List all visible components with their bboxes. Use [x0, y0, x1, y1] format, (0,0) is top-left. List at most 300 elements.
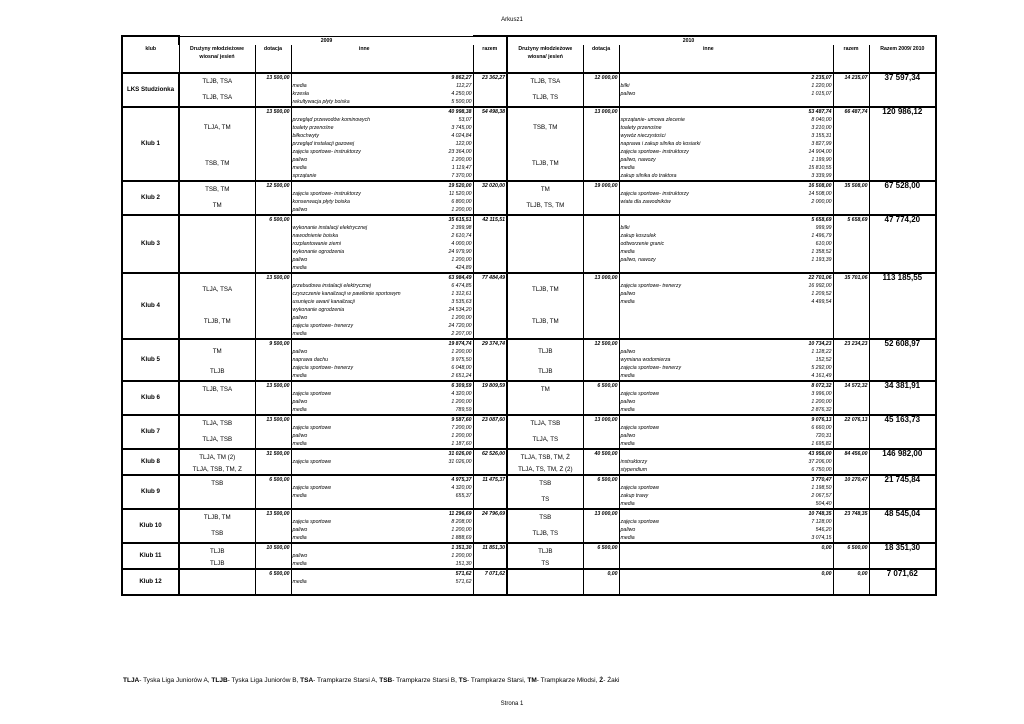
table-row — [122, 107, 936, 116]
table-row — [122, 432, 936, 440]
teams-2010: TLJA, TS — [507, 432, 583, 449]
razem-2010 — [833, 552, 869, 560]
inne-value-2009: 3 745,00 — [451, 125, 472, 131]
dotacja-2009 — [255, 458, 291, 466]
inne-value-2009: 1 200,00 — [451, 527, 472, 533]
razem-2009 — [473, 364, 507, 372]
inne-sum-2009: 31 026,00 — [448, 451, 472, 457]
dotacja-2009 — [255, 560, 291, 569]
teams-2009: TM — [179, 339, 255, 364]
razem-2009 — [473, 578, 507, 586]
dotacja-2009 — [255, 198, 291, 206]
dotacja-2010: 12 500,00 — [583, 339, 619, 348]
table-row — [122, 273, 936, 282]
dotacja-2009 — [255, 348, 291, 356]
dotacja-2010 — [583, 172, 619, 181]
inne-label-2009 — [291, 543, 437, 552]
dotacja-2009 — [255, 432, 291, 440]
inne-desc-2010 — [619, 314, 797, 322]
dotacja-2009 — [255, 406, 291, 415]
razem-2010 — [833, 466, 869, 475]
inne-desc-2009: media — [291, 578, 437, 586]
inne-desc-2010: zajęcia sportowe- instruktorzy — [619, 190, 797, 198]
teams-2010: TM — [507, 181, 583, 198]
inne-desc-2009: paliwo — [291, 526, 437, 534]
inne-desc-2009: usunięcie awarii kanalizacji — [291, 298, 437, 306]
dotacja-2009: 6 500,00 — [255, 569, 291, 578]
inne-value-2010: 1 015,07 — [811, 91, 832, 97]
dotacja-2009 — [255, 578, 291, 586]
col-dotacja-2009: dotacja — [255, 45, 291, 73]
razem-2009 — [473, 560, 507, 569]
dotacja-2010: 13 000,00 — [583, 509, 619, 518]
inne-desc-2009: zajęcia sportowe- instruktorzy — [291, 190, 437, 198]
inne-desc-2010: paliwo — [619, 90, 797, 98]
dotacja-2009 — [255, 586, 291, 595]
inne-desc-2010: bilki — [619, 82, 797, 90]
table-row — [122, 526, 936, 534]
inne-value-2010: 3 827,99 — [811, 141, 832, 147]
inne-value-2010 — [797, 586, 833, 595]
dotacja-2010 — [583, 164, 619, 172]
dotacja-2009: 31 500,00 — [255, 449, 291, 458]
dotacja-2009: 10 500,00 — [255, 543, 291, 552]
razem-2010: 14 572,32 — [833, 381, 869, 390]
inne-desc-2010: zakup trawy — [619, 492, 797, 500]
inne-desc-2010 — [619, 322, 797, 330]
razem-2009 — [473, 90, 507, 98]
table-row — [122, 73, 936, 82]
inne-desc-2009: paliwo — [291, 314, 437, 322]
inne-desc-2009: sprzątanie — [291, 172, 437, 181]
dotacja-2009 — [255, 534, 291, 543]
inne-desc-2010: paliwo — [619, 526, 797, 534]
club-name: Klub 5 — [122, 339, 179, 381]
inne-label-2010 — [619, 569, 797, 578]
col-inne-2009: inne — [291, 45, 437, 73]
teams-2009: TLJB, TSA — [179, 90, 255, 107]
legend-text: - Żaki — [603, 677, 620, 684]
razem-2009 — [473, 348, 507, 356]
razem-2010 — [833, 322, 869, 330]
inne-value-2009: 9 975,50 — [451, 357, 472, 363]
col-razem-2009: razem — [473, 45, 507, 73]
inne-desc-2010 — [619, 586, 797, 595]
dotacja-2010 — [583, 322, 619, 330]
inne-desc-2009: biłkochwyty — [291, 132, 437, 140]
inne-value-2009: 1 200,00 — [451, 433, 472, 439]
inne-sum-2010: 43 956,00 — [808, 451, 832, 457]
teams-2010 — [507, 586, 583, 595]
inne-value-2009: 2 399,98 — [451, 225, 472, 231]
razem-2009 — [473, 406, 507, 415]
razem-2010: 23 234,23 — [833, 339, 869, 348]
inne-label-2009 — [291, 475, 437, 484]
club-name: Klub 3 — [122, 215, 179, 273]
teams-2009: TLJB, TSA — [179, 73, 255, 90]
inne-desc-2009: wykonanie instalacji elektrycznej — [291, 224, 437, 232]
teams-2010 — [507, 398, 583, 415]
inne-desc-2009: nawodnienie boiska — [291, 232, 437, 240]
inne-desc-2010: media — [619, 500, 797, 509]
dotacja-2010 — [583, 330, 619, 339]
inne-value-2009: 1 200,00 — [451, 399, 472, 405]
inne-desc-2010: sprzątanie- umowa zlecenie — [619, 116, 797, 124]
club-total: 146 982,00 — [869, 449, 936, 475]
teams-2009: TSB — [179, 526, 255, 543]
razem-2010 — [833, 240, 869, 248]
inne-desc-2009: zajęcia sportowe — [291, 484, 437, 492]
inne-label-2010 — [619, 73, 797, 82]
inne-desc-2010: paliwo, nawozy — [619, 156, 797, 164]
razem-2010 — [833, 306, 869, 314]
inne-desc-2010: instruktorzy — [619, 458, 797, 466]
club-total: 37 597,34 — [869, 73, 936, 107]
dotacja-2010: 19 000,00 — [583, 181, 619, 190]
teams-2009: TSB, TM — [179, 148, 255, 181]
dotacja-2009: 13 500,00 — [255, 73, 291, 82]
inne-desc-2009: toalety przenośne — [291, 124, 437, 132]
dotacja-2009 — [255, 526, 291, 534]
inne-desc-2010: media — [619, 164, 797, 172]
table-row — [122, 543, 936, 552]
dotacja-2010 — [583, 552, 619, 560]
razem-2010 — [833, 82, 869, 90]
inne-value-2010: 2 876,32 — [797, 406, 833, 415]
razem-2009: 32 020,00 — [473, 181, 507, 190]
dotacja-2009 — [255, 398, 291, 406]
inne-sum-2009: 11 296,69 — [448, 511, 472, 517]
club-total: 113 185,55 — [869, 273, 936, 339]
inne-desc-2010 — [619, 206, 797, 215]
razem-2010 — [833, 372, 869, 381]
razem-2010 — [833, 406, 869, 415]
teams-2009: TM — [179, 198, 255, 215]
razem-2009 — [473, 82, 507, 90]
inne-desc-2010: zajęcia sportowe — [619, 518, 797, 526]
inne-desc-2010: paliwo — [619, 348, 797, 356]
legend-code: TSA — [300, 677, 314, 684]
dotacja-2009 — [255, 306, 291, 314]
dotacja-2010: 0,00 — [583, 569, 619, 578]
col-teams-2009: Drużyny młodzieżowe wiosna/ jesień — [179, 45, 255, 73]
inne-desc-2010 — [619, 330, 797, 339]
table-row — [122, 475, 936, 484]
razem-2009 — [473, 132, 507, 140]
sheet-title: Arkusz1 — [501, 17, 523, 23]
table-row — [122, 339, 936, 348]
inne-label-2010 — [619, 107, 797, 116]
inne-value-2010 — [797, 578, 833, 586]
club-name: Klub 9 — [122, 475, 179, 509]
column-header-row — [122, 45, 936, 73]
dotacja-2009 — [255, 322, 291, 330]
inne-value-2010: 1 193,39 — [811, 257, 832, 263]
inne-value-2009: 1 200,00 — [437, 206, 473, 215]
dotacja-2010 — [583, 484, 619, 492]
legend-text: - Trampkarze Młodsi, — [536, 677, 600, 684]
dotacja-2010 — [583, 314, 619, 322]
teams-2009: TLJB, TSA — [179, 381, 255, 398]
inne-label-2009 — [291, 509, 437, 518]
inne-value-2010: 999,99 — [815, 225, 832, 231]
table-row — [122, 215, 936, 224]
razem-2009: 11 475,37 — [473, 475, 507, 484]
razem-2010 — [833, 330, 869, 339]
dotacja-2009 — [255, 224, 291, 232]
inne-desc-2009: krzesła — [291, 90, 437, 98]
inne-value-2010 — [797, 264, 833, 273]
club-name: Klub 6 — [122, 381, 179, 415]
razem-2010: 66 487,74 — [833, 107, 869, 116]
inne-label-2009 — [291, 381, 437, 390]
page-number: Strona 1 — [500, 701, 524, 707]
razem-2010: 14 235,07 — [833, 73, 869, 82]
inne-desc-2009: media — [291, 372, 437, 381]
razem-2009 — [473, 492, 507, 500]
razem-2010 — [833, 90, 869, 98]
table-row — [122, 466, 936, 475]
inne-label-2009 — [291, 273, 437, 282]
inne-value-2010: 2 067,57 — [811, 493, 832, 499]
dotacja-2009: 6 500,00 — [255, 215, 291, 224]
club-name: Klub 12 — [122, 569, 179, 595]
table-row — [122, 90, 936, 98]
inne-desc-2009: konserwacja płyty boiska — [291, 198, 437, 206]
club-total: 120 986,12 — [869, 107, 936, 181]
inne-label-2009 — [291, 73, 437, 82]
inne-value-2009: 1 200,00 — [451, 553, 472, 559]
teams-2010: TLJB, TS — [507, 526, 583, 543]
inne-desc-2009 — [291, 466, 437, 475]
dotacja-2010 — [583, 264, 619, 273]
razem-2010 — [833, 190, 869, 198]
club-total: 34 381,91 — [869, 381, 936, 415]
razem-2010 — [833, 98, 869, 107]
inne-desc-2009: zajęcia sportowe — [291, 390, 437, 398]
inne-value-2009: 4 250,00 — [451, 91, 472, 97]
dotacja-2009 — [255, 248, 291, 256]
dotacja-2010: 6 500,00 — [583, 381, 619, 390]
inne-value-2009: 655,37 — [455, 493, 472, 499]
inne-desc-2010: naprawa i zakup silnika do kosiarki — [619, 140, 797, 148]
dotacja-2009 — [255, 466, 291, 475]
dotacja-2010 — [583, 232, 619, 240]
inne-sum-2010: 2 235,07 — [811, 75, 832, 81]
razem-2009 — [473, 248, 507, 256]
inne-label-2009 — [291, 107, 437, 116]
inne-value-2010: 3 996,00 — [811, 391, 832, 397]
inne-value-2009: 1 312,61 — [451, 291, 472, 297]
teams-2010: TS — [507, 560, 583, 569]
dotacja-2009 — [255, 424, 291, 432]
dotacja-2010 — [583, 518, 619, 526]
club-total: 48 545,04 — [869, 509, 936, 543]
inne-value-2010: 3 210,00 — [811, 125, 832, 131]
inne-desc-2010: bilki — [619, 224, 797, 232]
inne-value-2010 — [797, 306, 833, 314]
inne-label-2010 — [619, 449, 797, 458]
inne-value-2010: 14 904,00 — [808, 149, 832, 155]
inne-sum-2009: 35 615,51 — [448, 217, 472, 223]
razem-2009 — [473, 264, 507, 273]
razem-2010 — [833, 432, 869, 440]
teams-2009: TLJA, TM (2) — [179, 449, 255, 466]
teams-2009: TLJA, TSA — [179, 273, 255, 306]
razem-2009 — [473, 148, 507, 156]
dotacja-2010 — [583, 124, 619, 132]
inne-desc-2010: paliwo, nawozy — [619, 256, 797, 264]
inne-sum-2010: 10 734,23 — [808, 341, 832, 347]
club-total: 7 071,62 — [869, 569, 936, 595]
inne-value-2010: 1 198,50 — [811, 485, 832, 491]
razem-2010 — [833, 132, 869, 140]
inne-desc-2009: media — [291, 330, 437, 339]
inne-value-2010: 16 992,00 — [808, 283, 832, 289]
razem-2010 — [833, 314, 869, 322]
razem-2010 — [833, 256, 869, 264]
dotacja-2010 — [583, 116, 619, 124]
razem-2009 — [473, 298, 507, 306]
inne-value-2009: 24 534,20 — [448, 307, 472, 313]
club-name: Klub 10 — [122, 509, 179, 543]
inne-value-2009: 4 000,00 — [451, 241, 472, 247]
club-name: Klub 7 — [122, 415, 179, 449]
razem-2009: 54 498,38 — [473, 107, 507, 116]
inne-sum-2009: 19 874,74 — [448, 341, 472, 347]
razem-2010: 35 508,00 — [833, 181, 869, 190]
dotacja-2009 — [255, 314, 291, 322]
teams-2009: TLJB — [179, 560, 255, 569]
inne-value-2010: 504,40 — [797, 500, 833, 509]
inne-desc-2010: zajęcia sportowe- trenerzy — [619, 282, 797, 290]
table-row — [122, 449, 936, 458]
inne-desc-2009: wykonanie ogrodzenia — [291, 248, 437, 256]
dotacja-2009 — [255, 124, 291, 132]
inne-desc-2010: media — [619, 440, 797, 449]
inne-desc-2010: wiata dla zawodników — [619, 198, 797, 206]
dotacja-2010 — [583, 424, 619, 432]
razem-2010 — [833, 398, 869, 406]
inne-desc-2009: wykonanie ogrodzenia — [291, 306, 437, 314]
inne-desc-2009: paliwo — [291, 206, 437, 215]
teams-2010 — [507, 215, 583, 248]
inne-sum-2010: 10 748,35 — [808, 511, 832, 517]
inne-desc-2010: zajęcia sportowe- instruktorzy — [619, 148, 797, 156]
inne-value-2010: 1 496,79 — [811, 233, 832, 239]
inne-value-2009: 1 200,00 — [451, 157, 472, 163]
dotacja-2010 — [583, 458, 619, 466]
dotacja-2010 — [583, 298, 619, 306]
dotacja-2009 — [255, 240, 291, 248]
dotacja-2010 — [583, 492, 619, 500]
inne-desc-2010: wymiana wodomierza — [619, 356, 797, 364]
dotacja-2009: 13 500,00 — [255, 415, 291, 424]
razem-2009 — [473, 306, 507, 314]
dotacja-2010 — [583, 560, 619, 569]
inne-label-2009 — [291, 569, 437, 578]
inne-label-2010 — [619, 215, 797, 224]
table-row — [122, 415, 936, 424]
razem-2009 — [473, 240, 507, 248]
inne-desc-2009: rozplantowanie ziemi — [291, 240, 437, 248]
inne-value-2010: 4 499,54 — [811, 299, 832, 305]
razem-2009 — [473, 322, 507, 330]
inne-desc-2010 — [619, 98, 797, 107]
club-total: 67 528,00 — [869, 181, 936, 215]
inne-sum-2009: 6 309,59 — [451, 383, 472, 389]
inne-value-2009 — [437, 466, 473, 475]
inne-value-2010: 1 695,82 — [797, 440, 833, 449]
razem-2010: 84 456,00 — [833, 449, 869, 458]
dotacja-2010 — [583, 526, 619, 534]
dotacja-2009 — [255, 282, 291, 290]
inne-value-2010 — [797, 330, 833, 339]
teams-2010: TLJB — [507, 364, 583, 381]
year-2009-header: 2009 — [179, 36, 473, 45]
razem-2009 — [473, 206, 507, 215]
inne-sum-2009: 9 587,60 — [451, 417, 472, 423]
razem-2009 — [473, 458, 507, 466]
inne-desc-2009 — [291, 586, 437, 595]
table-row — [122, 560, 936, 569]
dotacja-2010 — [583, 390, 619, 398]
razem-2010: 10 270,47 — [833, 475, 869, 484]
dotacja-2009 — [255, 298, 291, 306]
col-teams-2010: Drużyny młodzieżowe wiosna/ jesień — [507, 45, 583, 73]
inne-desc-2010: odtworzenie granic — [619, 240, 797, 248]
inne-value-2009: 151,30 — [437, 560, 473, 569]
club-total: 52 608,97 — [869, 339, 936, 381]
dotacja-2010 — [583, 534, 619, 543]
legend-text: - Trampkarze Starsi, — [467, 677, 528, 684]
dotacja-2009: 13 500,00 — [255, 509, 291, 518]
col-total: Razem 2009/ 2010 — [869, 45, 936, 73]
razem-2010 — [833, 492, 869, 500]
inne-desc-2010 — [619, 306, 797, 314]
inne-value-2009: 24 720,00 — [448, 323, 472, 329]
inne-label-2010 — [619, 339, 797, 348]
razem-2010 — [833, 560, 869, 569]
table-row — [122, 569, 936, 578]
inne-sum-2009: 571,62 — [455, 571, 472, 577]
dotacja-2009 — [255, 492, 291, 500]
dotacja-2009 — [255, 356, 291, 364]
razem-2009 — [473, 290, 507, 298]
inne-desc-2009: media — [291, 82, 437, 90]
inne-sum-2010: 16 508,00 — [808, 183, 832, 189]
table-body — [122, 36, 936, 595]
teams-2010: TSB — [507, 475, 583, 492]
inne-desc-2010: stypendium — [619, 466, 797, 475]
inne-desc-2010: zajęcia sportowe — [619, 390, 797, 398]
inne-desc-2009: media — [291, 264, 437, 273]
razem-2010 — [833, 198, 869, 206]
dotacja-2010 — [583, 215, 619, 224]
razem-2009: 7 071,62 — [473, 569, 507, 578]
dotacja-2010 — [583, 586, 619, 595]
club-name: Klub 4 — [122, 273, 179, 339]
inne-sum-2010: 53 487,74 — [808, 109, 832, 115]
inne-value-2010: 6 750,00 — [797, 466, 833, 475]
teams-2009: TLJA, TSB — [179, 432, 255, 449]
teams-2010: TLJB, TM — [507, 306, 583, 339]
inne-desc-2010 — [619, 552, 797, 560]
razem-2010 — [833, 232, 869, 240]
dotacja-2010: 12 000,00 — [583, 73, 619, 82]
razem-2009 — [473, 124, 507, 132]
inne-desc-2010: media — [619, 534, 797, 543]
